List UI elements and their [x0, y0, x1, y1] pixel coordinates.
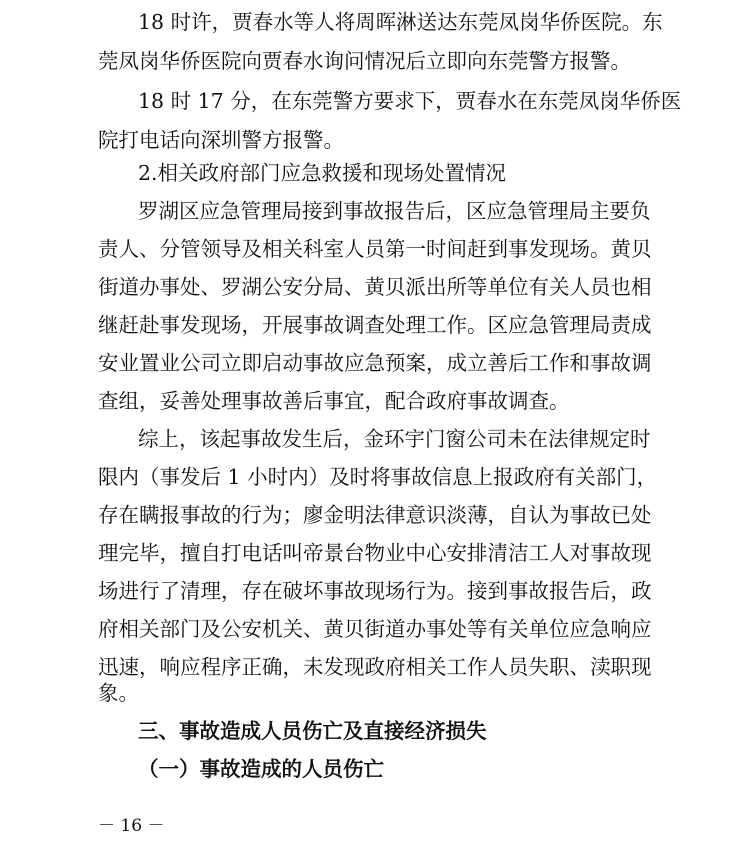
text-line: 府相关部门及公安机关、黄贝街道办事处等有关单位应急响应: [98, 617, 652, 641]
text-line: 场进行了清理，存在破坏事故现场行为。接到事故报告后，政: [98, 579, 652, 603]
page-number: － 16 －: [98, 816, 165, 836]
text-line: 安业置业公司立即启动事故应急预案，成立善后工作和事故调: [98, 351, 652, 375]
text-line: 存在瞒报事故的行为；廖金明法律意识淡薄，自认为事故已处: [98, 503, 652, 527]
text-line: 责人、分管领导及相关科室人员第一时间赶到事发现场。黄贝: [98, 237, 652, 261]
numbered-subheading: 2.相关政府部门应急救援和现场处置情况: [138, 161, 507, 185]
text-line: 象。: [98, 681, 139, 705]
text-line: 查组，妥善处理事故善后事宜，配合政府事故调查。: [98, 389, 570, 413]
section-heading: 三、事故造成人员伤亡及直接经济损失: [138, 719, 487, 743]
text-line: 理完毕，擅自打电话叫帝景台物业中心安排清洁工人对事故现: [98, 541, 652, 565]
text-line: 院打电话向深圳警方报警。: [98, 128, 344, 152]
text-line: 继赶赴事发现场，开展事故调查处理工作。区应急管理局责成: [98, 313, 652, 337]
text-line: 限内（事发后 1 小时内）及时将事故信息上报政府有关部门，: [98, 465, 658, 489]
text-line: 18 时许，贾春水等人将周晖淋送达东莞凤岗华侨医院。东: [138, 10, 663, 34]
subsection-heading: （一）事故造成的人员伤亡: [138, 757, 384, 781]
text-line: 罗湖区应急管理局接到事故报告后，区应急管理局主要负: [138, 199, 651, 223]
text-line: 莞凤岗华侨医院向贾春水询问情况后立即向东莞警方报警。: [98, 49, 631, 73]
text-line: 18 时 17 分，在东莞警方要求下，贾春水在东莞凤岗华侨医: [138, 89, 682, 113]
text-line: 综上，该起事故发生后，金环宇门窗公司未在法律规定时: [138, 427, 651, 451]
text-line: 迅速，响应程序正确，未发现政府相关工作人员失职、渎职现: [98, 655, 652, 679]
text-line: 街道办事处、罗湖公安分局、黄贝派出所等单位有关人员也相: [98, 275, 652, 299]
